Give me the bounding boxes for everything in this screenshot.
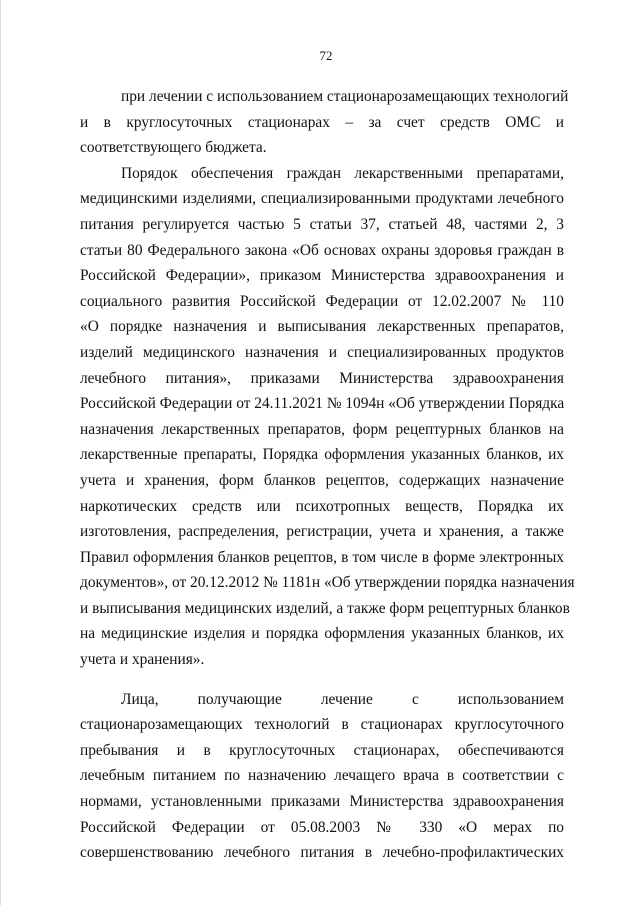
text-line: наркотических средств или психотропных веществ, Порядка их [80, 497, 564, 515]
text-line: «О порядке назначения и выписывания лекарственных препаратов, [80, 318, 564, 336]
text-line: на медицинские изделия и порядка оформления указанных бланков, их [80, 625, 564, 643]
paragraph-therapeutic-nutrition [80, 687, 564, 866]
text-line: и в круглосуточных стационарах – за счет средств ОМС и [80, 113, 564, 131]
text-line: при лечении с использованием стационарозамещающих технологий [121, 88, 569, 105]
text-line: Российской Федерации от 05.08.2003 № 330 «О мерах по [80, 818, 564, 836]
text-line: учета и хранения». [80, 651, 205, 669]
text-line: пребывания и в круглосуточных стационарах, обеспечиваются [80, 741, 564, 759]
text-line: питания регулируется частью 5 статьи 37, статьей 48, частями 2, 3 [80, 215, 564, 233]
text-line: нормами, установленными приказами Министерства здравоохранения [80, 793, 564, 811]
text-line: соответствующего бюджета. [80, 139, 267, 157]
text-line: стационарозамещающих технологий в стационарах круглосуточного [80, 716, 564, 734]
text-line: Порядок обеспечения граждан лекарственными препаратами, [121, 164, 564, 182]
text-line: статьи 80 Федерального закона «Об основах охраны здоровья граждан в [80, 241, 564, 259]
page-number: 72 [319, 48, 333, 63]
text-line: документов», от 20.12.2012 № 1181н «Об утверждении порядка назначения [80, 574, 575, 592]
text-line: лечебного питания», приказами Министерства здравоохранения [80, 369, 564, 387]
text-line: учета и хранения, форм бланков рецептов, содержащих назначение [80, 471, 564, 489]
text-line: лекарственные препараты, Порядка оформления указанных бланков, их [80, 446, 564, 464]
document-body [80, 84, 575, 866]
text-line: и выписывания медицинских изделий, а также форм рецептурных бланков [80, 599, 570, 617]
text-line: медицинскими изделиями, специализированными продуктами лечебного [80, 190, 564, 208]
paragraph-continuation [80, 84, 569, 161]
text-line: лечебным питанием по назначению лечащего врача в соответствии с [80, 767, 564, 785]
text-line: Правил оформления бланков рецептов, в том числе в форме электронных [80, 548, 564, 566]
text-line: назначения лекарственных препаратов, форм рецептурных бланков на [80, 420, 564, 438]
text-line: совершенствованию лечебного питания в лечебно-профилактических [80, 844, 564, 862]
text-line: Российской Федерации от 24.11.2021 № 1094н «Об утверждении Порядка [80, 395, 565, 413]
text-line: изготовления, распределения, регистрации, учета и хранения, а также [80, 523, 564, 541]
text-line: Российской Федерации», приказом Министерства здравоохранения и [80, 267, 564, 285]
text-line: Лица, получающие лечение с использованием [121, 690, 564, 708]
text-line: социального развития Российской Федерации от 12.02.2007 № 110 [80, 292, 564, 310]
text-line: изделий медицинского назначения и специализированных продуктов [80, 343, 564, 361]
paragraph-medicine-provision [80, 161, 575, 673]
